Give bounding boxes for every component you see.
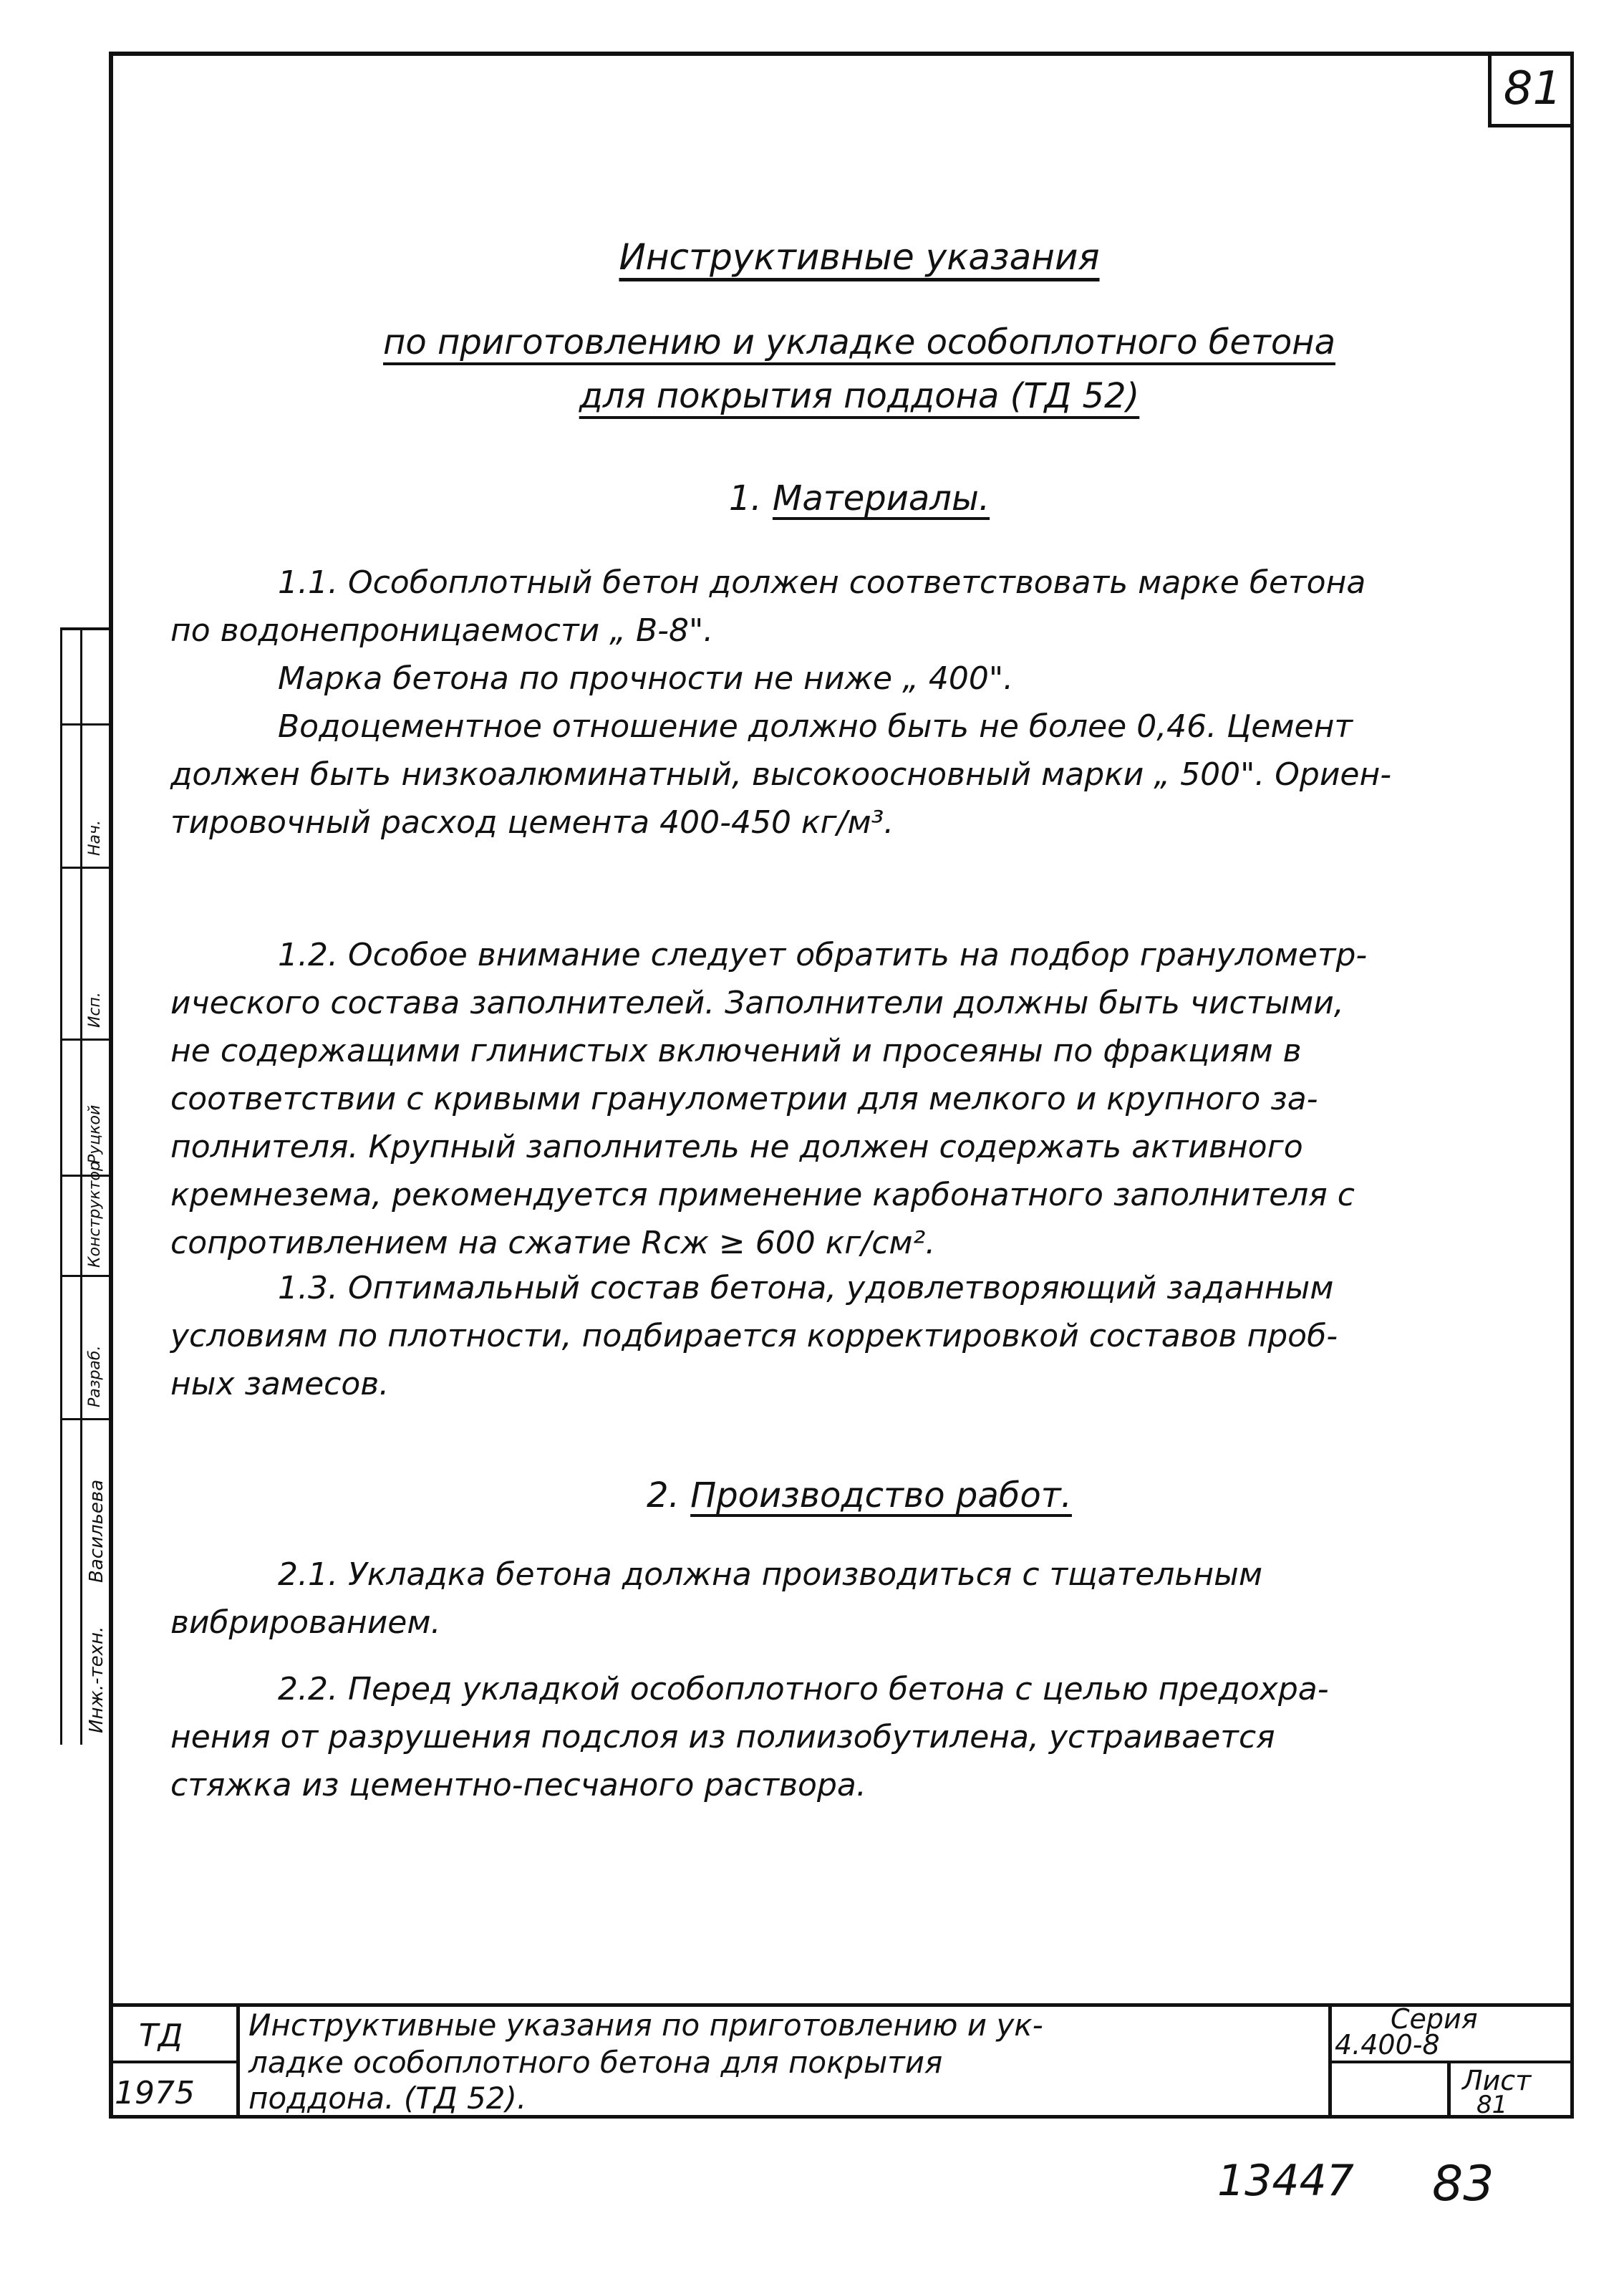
section-1-heading: [215, 478, 1504, 519]
paragraph-line: 2.2. Перед укладкой особоплотного бетона с целью предохра-: [278, 1671, 1329, 1707]
paragraph-2-2: [170, 1665, 1531, 1809]
sheet-label: Лист: [1462, 2065, 1532, 2096]
title-line-2: по приготовлению и укладке особоплотного бетона: [383, 322, 1335, 362]
stamp-label: Исп.: [86, 992, 104, 1028]
paragraph-line: по водонепроницаемости „ В-8".: [170, 612, 714, 649]
paragraph-line: ных замесов.: [170, 1366, 390, 1402]
title-line-1: Инструктивные указания: [619, 236, 1100, 278]
approval-stamp: [60, 627, 109, 1745]
paragraph-1-1: [170, 559, 1531, 847]
paragraph-line: 1.2. Особое внимание следует обратить на подбор гранулометр-: [278, 937, 1368, 973]
section-2-title: Производство работ.: [690, 1475, 1072, 1516]
stamp-line: [60, 630, 62, 1745]
title-block: [109, 2003, 1574, 2119]
page-number: 83: [1432, 2156, 1494, 2212]
sheet-number-box: 81: [1488, 54, 1574, 127]
sheet-value: 81: [1476, 2091, 1508, 2119]
section-2-heading: [215, 1475, 1504, 1516]
paragraph-line: кремнезема, рекомендуется применение карбонатного заполнителя с: [170, 1177, 1355, 1213]
title-block-border: [109, 2003, 1574, 2007]
paragraph-1-2: [170, 931, 1531, 1267]
paragraph-2-1: [170, 1551, 1531, 1647]
paragraph-line: Водоцементное отношение должно быть не более 0,46. Цемент: [278, 708, 1353, 745]
title-line-3: для покрытия поддона (ТД 52): [579, 376, 1140, 416]
paragraph-line: 1.1. Особоплотный бетон должен соответствовать марке бетона: [278, 564, 1366, 601]
paragraph-line: 2.1. Укладка бетона должна производиться с тщательным: [278, 1556, 1263, 1593]
stamp-line: [60, 1418, 109, 1420]
title-block-line: [109, 2061, 236, 2063]
stamp-label: Нач.: [86, 819, 104, 856]
stamp-line: [60, 1275, 109, 1277]
paragraph-line: 1.3. Оптимальный состав бетона, удовлетворяющий заданным: [278, 1270, 1334, 1306]
paragraph-line: вибрированием.: [170, 1604, 441, 1641]
paragraph-line: нения от разрушения подслоя из полиизобутилена, устраивается: [170, 1719, 1275, 1755]
section-1-number: 1.: [728, 478, 762, 519]
stamp-label: Инж.-техн.: [86, 1626, 107, 1733]
stamp-label: Разраб.: [86, 1345, 104, 1407]
series-label: Серия: [1391, 2003, 1478, 2035]
section-2-number: 2.: [647, 1475, 680, 1516]
title-block-description-line: Инструктивные указания по приготовлению и ук-: [248, 2008, 1043, 2043]
title-block-line: [1328, 2061, 1574, 2063]
title-block-line: [236, 2003, 240, 2119]
paragraph-line: Марка бетона по прочности не ниже „ 400".: [278, 660, 1014, 697]
stamp-label: Васильева: [86, 1479, 107, 1583]
section-1-title: Материалы.: [772, 478, 990, 519]
document-year: 1975: [115, 2075, 195, 2111]
paragraph-1-3: [170, 1264, 1531, 1408]
paragraph-line: должен быть низкоалюминатный, высокоосновный марки „ 500". Ориен-: [170, 756, 1392, 793]
paragraph-line: не содержащими глинистых включений и просеяны по фракциям в: [170, 1033, 1302, 1069]
title-block-line: [1447, 2061, 1451, 2119]
paragraph-line: тировочный расход цемента 400-450 кг/м³.: [170, 804, 894, 841]
paragraph-line: полнителя. Крупный заполнитель не должен содержать активного: [170, 1129, 1303, 1165]
paragraph-line: стяжка из цементно-песчаного раствора.: [170, 1767, 866, 1803]
stamp-line: [60, 723, 109, 726]
paragraph-line: ического состава заполнителей. Заполнители должны быть чистыми,: [170, 985, 1344, 1021]
paragraph-line: сопротивлением на сжатие Rсж ≥ 600 кг/см².: [170, 1225, 936, 1261]
stamp-line: [80, 630, 82, 1745]
stamp-label: Конструктор: [86, 1161, 104, 1268]
title-block-description-line: поддона. (ТД 52).: [248, 2081, 527, 2116]
paragraph-line: соответствии с кривыми гранулометрии для мелкого и крупного за-: [170, 1081, 1318, 1117]
archive-number: 13447: [1217, 2156, 1354, 2206]
paragraph-line: условиям по плотности, подбирается корректировкой составов проб-: [170, 1318, 1338, 1354]
stamp-line: [60, 1039, 109, 1041]
title-block-description-line: ладке особоплотного бетона для покрытия: [248, 2045, 943, 2080]
series-value: 4.400-8: [1335, 2029, 1440, 2061]
stamp-label: Руцкой: [86, 1104, 104, 1164]
document-code: ТД: [139, 2018, 183, 2054]
stamp-line: [60, 867, 109, 869]
